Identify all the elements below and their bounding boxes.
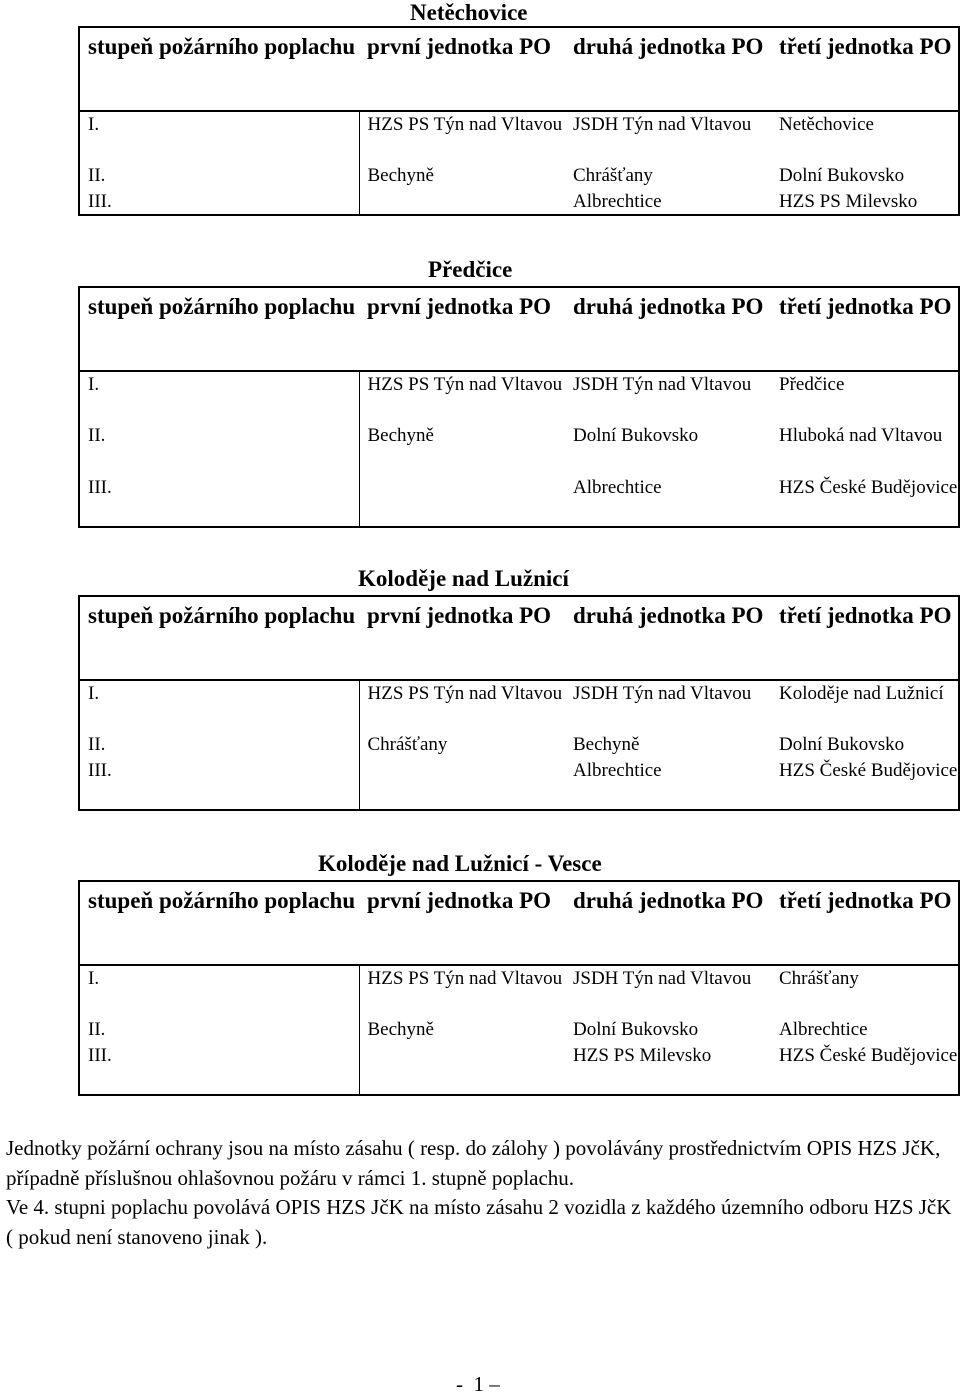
header-third: třetí jednotka PO — [771, 596, 959, 680]
table-header-row — [79, 287, 959, 371]
header-second: druhá jednotka PO — [565, 27, 771, 111]
table-row — [79, 965, 959, 1017]
table-cell: Bechyně — [359, 163, 565, 189]
header-first: první jednotka PO — [359, 881, 565, 965]
table-cell: Albrechtice — [573, 760, 662, 781]
alarm-table — [78, 26, 960, 216]
header-second: druhá jednotka PO — [565, 287, 771, 371]
footer-paragraph-1: Jednotky požární ochrany jsou na místo zásahu ( resp. do zálohy ) povolávány prostřednictvím OPIS HZS JčK, případně příslušnou ohlašovnou požáru v rámci 1. stupně poplachu. — [6, 1136, 941, 1190]
table-cell: Albrechtice — [779, 1019, 868, 1040]
footer-paragraph-2: Ve 4. stupni poplachu povolává OPIS HZS JčK na místo zásahu 2 vozidla z každého územního odboru HZS JčK ( pokud není stanoveno jinak ). — [6, 1195, 952, 1249]
table-cell: HZS PS Milevsko — [573, 1045, 712, 1066]
table-row — [79, 758, 959, 810]
table-cell: HZS České Budějovice — [779, 1045, 958, 1066]
header-third: třetí jednotka PO — [771, 27, 959, 111]
table-row — [79, 1017, 959, 1043]
table-header-row — [79, 881, 959, 965]
table-cell: Netěchovice — [779, 114, 874, 135]
table-cell: JSDH Týn nad Vltavou — [573, 374, 752, 395]
table-cell: HZS PS Týn nad Vltavou — [359, 371, 565, 423]
table-header-row — [79, 27, 959, 111]
table-cell: I. — [88, 968, 100, 989]
header-degree: stupeň požárního poplachu — [79, 27, 359, 111]
table-cell: Bechyně — [359, 423, 565, 475]
table-cell: Dolní Bukovsko — [573, 1019, 699, 1040]
table-cell: II. — [88, 1019, 106, 1040]
header-second: druhá jednotka PO — [565, 881, 771, 965]
table-cell: III. — [88, 477, 112, 498]
table-row — [79, 1043, 959, 1095]
footer-note — [6, 1134, 956, 1252]
table-cell: Albrechtice — [573, 191, 662, 212]
table-cell: Bechyně — [359, 1017, 565, 1043]
table-cell: II. — [88, 425, 106, 446]
table-header-row — [79, 596, 959, 680]
table-cell: Chrášťany — [779, 968, 859, 989]
table-cell — [359, 758, 565, 810]
table-cell: Koloděje nad Lužnicí — [779, 683, 944, 704]
table-cell: I. — [88, 374, 100, 395]
alarm-table — [78, 595, 960, 811]
table-cell: HZS PS Týn nad Vltavou — [359, 965, 565, 1017]
table-cell: Dolní Bukovsko — [779, 734, 905, 755]
header-first: první jednotka PO — [359, 27, 565, 111]
table-row — [79, 371, 959, 423]
header-third: třetí jednotka PO — [771, 287, 959, 371]
location-title: Koloděje nad Lužnicí — [358, 566, 569, 591]
alarm-table — [78, 880, 960, 1096]
table-cell: I. — [88, 683, 100, 704]
header-degree: stupeň požárního poplachu — [79, 881, 359, 965]
header-degree: stupeň požárního poplachu — [79, 287, 359, 371]
table-cell: Albrechtice — [573, 477, 662, 498]
table-cell: III. — [88, 760, 112, 781]
table-row — [79, 111, 959, 163]
table-cell: Chrášťany — [573, 165, 653, 186]
table-cell: HZS PS Týn nad Vltavou — [359, 111, 565, 163]
table-cell: I. — [88, 114, 100, 135]
table-row — [79, 680, 959, 732]
table-cell: HZS České Budějovice — [779, 760, 958, 781]
table-cell: III. — [88, 1045, 112, 1066]
page-number: - 1 – — [456, 1372, 500, 1396]
table-cell: Hluboká nad Vltavou — [779, 425, 943, 446]
table-cell — [359, 475, 565, 527]
table-row — [79, 732, 959, 758]
table-cell: JSDH Týn nad Vltavou — [573, 683, 752, 704]
table-row — [79, 475, 959, 527]
table-cell: Dolní Bukovsko — [573, 425, 699, 446]
table-cell: Předčice — [779, 374, 845, 395]
header-third: třetí jednotka PO — [771, 881, 959, 965]
table-cell: HZS PS Milevsko — [779, 191, 918, 212]
alarm-table — [78, 286, 960, 528]
table-cell: JSDH Týn nad Vltavou — [573, 114, 752, 135]
table-cell — [359, 1043, 565, 1095]
table-cell: Dolní Bukovsko — [779, 165, 905, 186]
header-first: první jednotka PO — [359, 287, 565, 371]
table-cell: HZS PS Týn nad Vltavou — [359, 680, 565, 732]
table-cell: Chrášťany — [359, 732, 565, 758]
location-title: Netěchovice — [410, 0, 528, 25]
table-cell: HZS České Budějovice — [779, 477, 958, 498]
header-first: první jednotka PO — [359, 596, 565, 680]
table-cell: II. — [88, 734, 106, 755]
table-cell: III. — [88, 191, 112, 212]
header-second: druhá jednotka PO — [565, 596, 771, 680]
location-title: Koloděje nad Lužnicí - Vesce — [318, 851, 602, 876]
table-cell — [359, 189, 565, 215]
table-cell: II. — [88, 165, 106, 186]
table-row — [79, 189, 959, 215]
table-cell: Bechyně — [573, 734, 640, 755]
table-row — [79, 163, 959, 189]
table-row — [79, 423, 959, 475]
location-title: Předčice — [428, 257, 513, 282]
table-cell: JSDH Týn nad Vltavou — [573, 968, 752, 989]
header-degree: stupeň požárního poplachu — [79, 596, 359, 680]
